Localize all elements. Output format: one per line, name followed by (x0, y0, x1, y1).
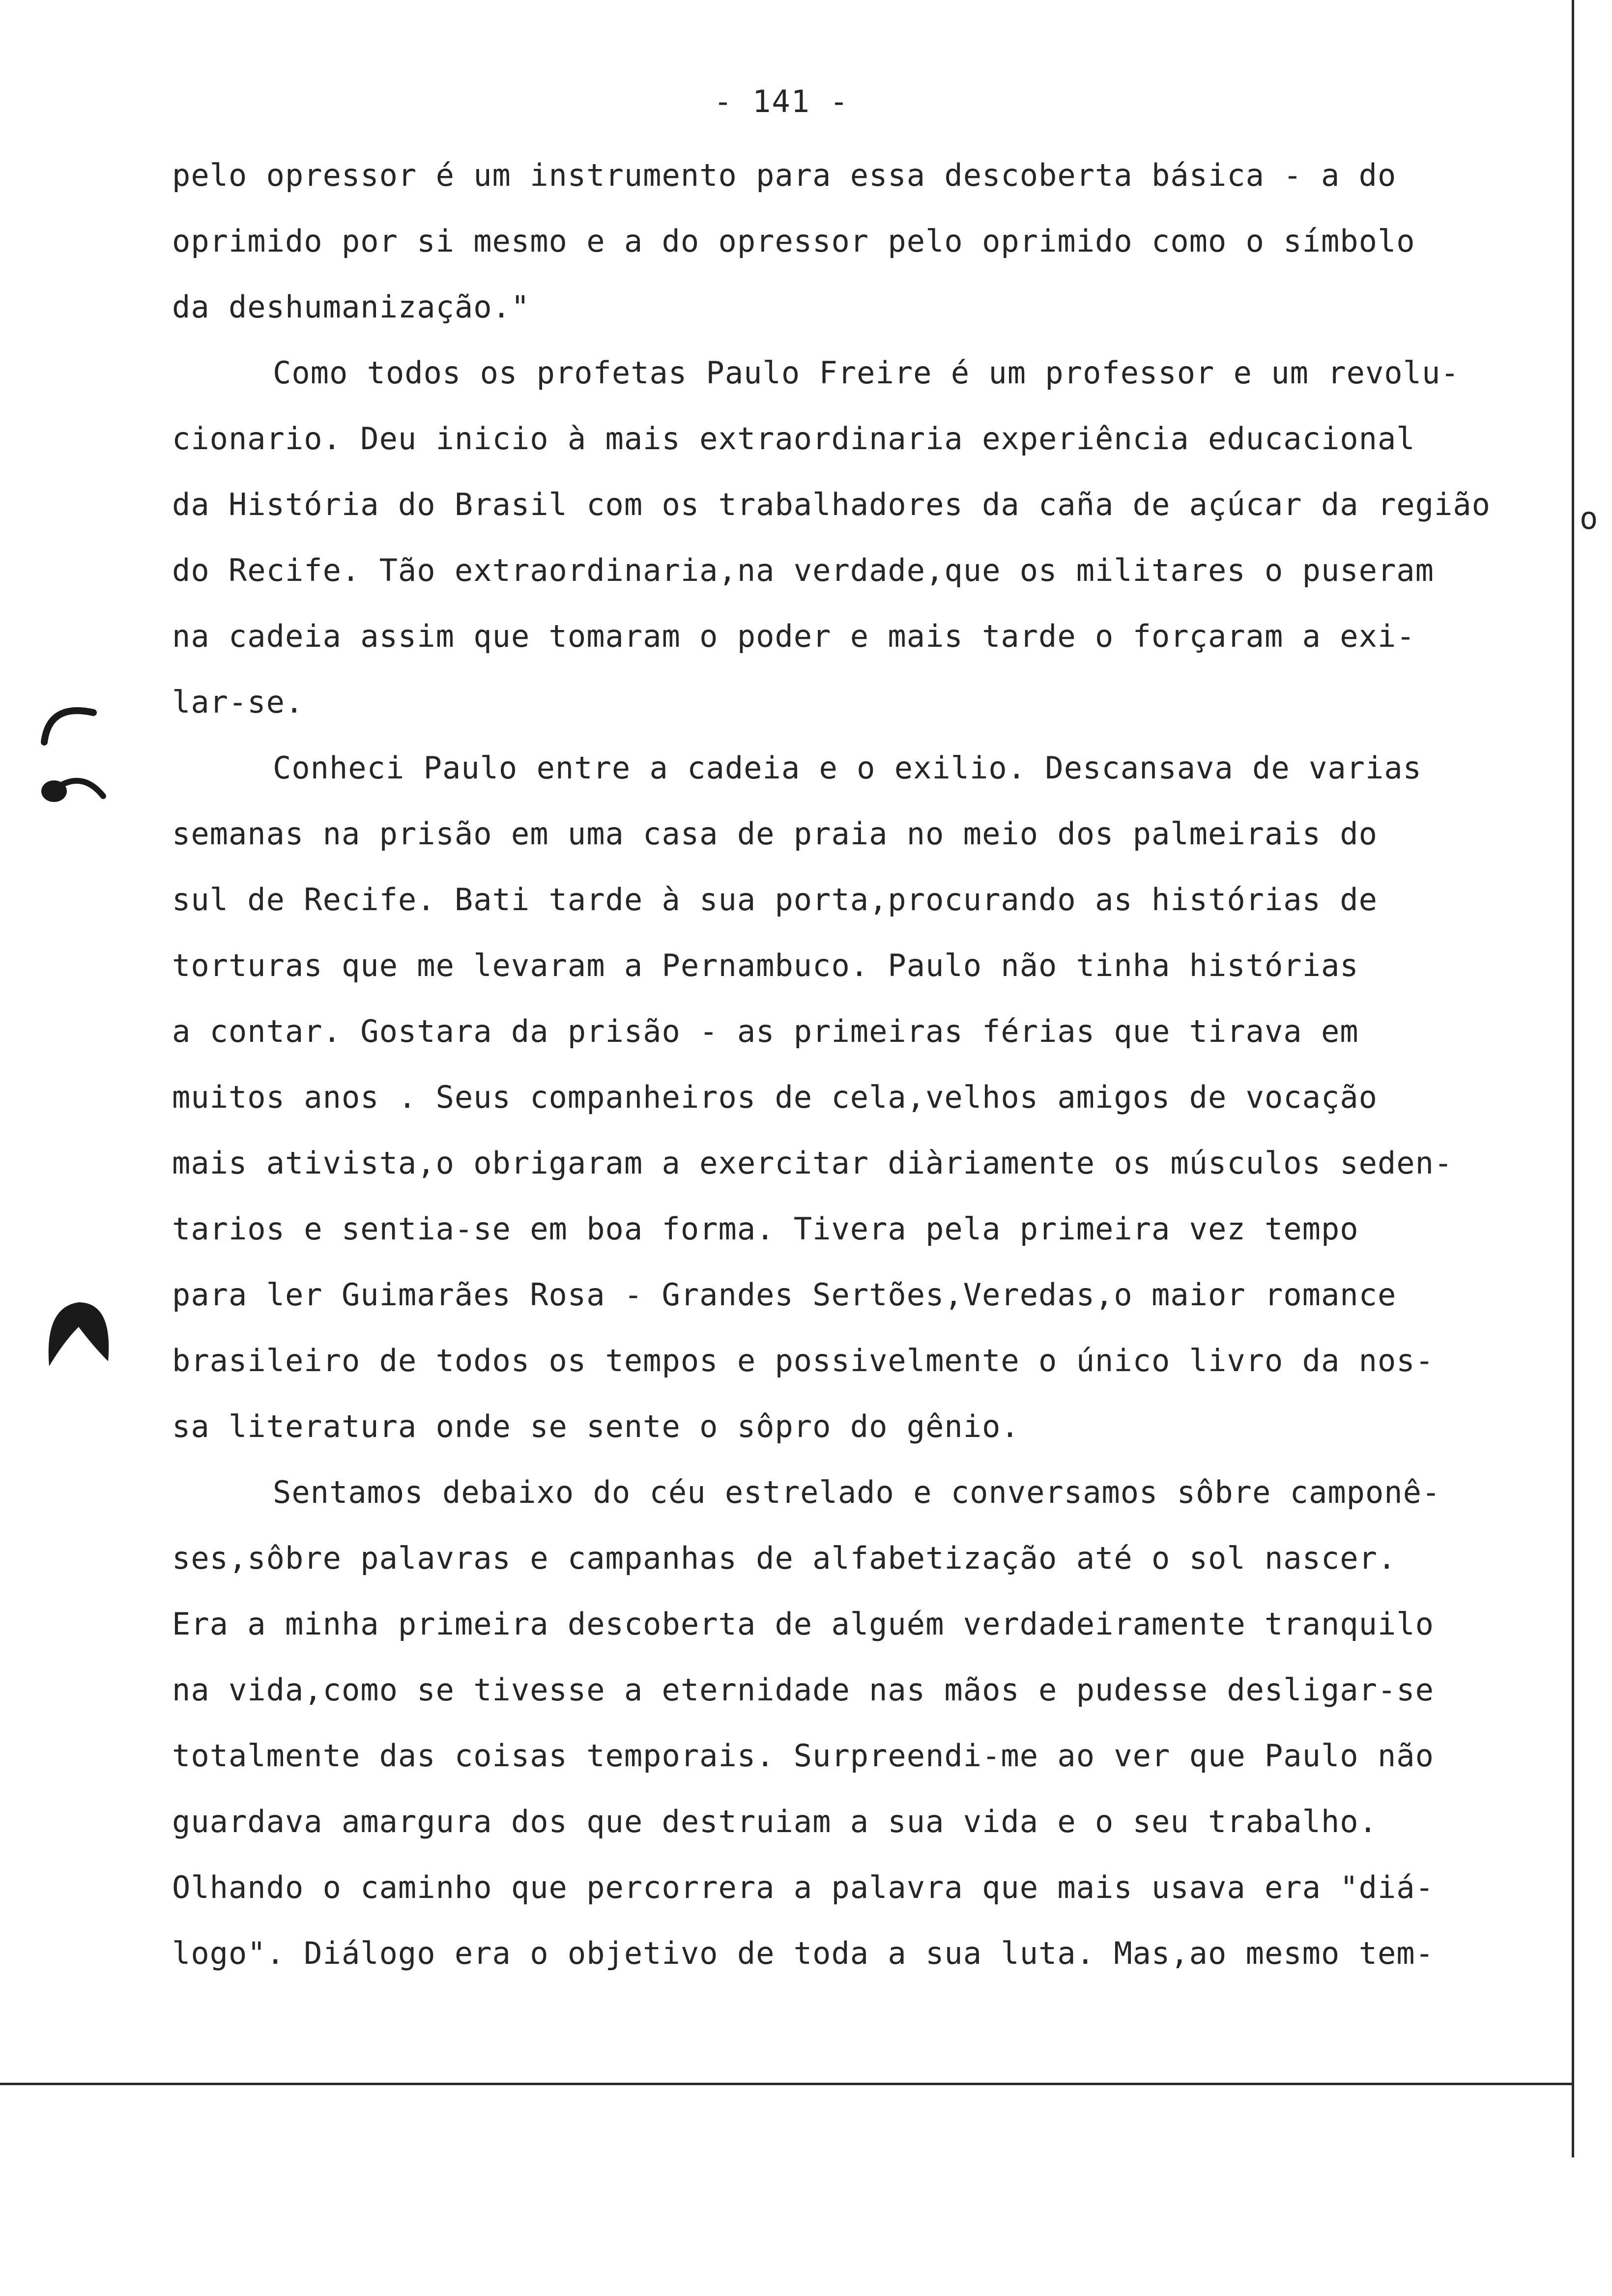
paragraph-start-line: Como todos os profetas Paulo Freire é um professor e um revolu- (273, 355, 1460, 391)
page-number: - 141 - (714, 84, 849, 119)
text-line: do Recife. Tão extraordinaria,na verdade,que os militares o puseram (172, 552, 1434, 588)
text-line: totalmente das coisas temporais. Surpreendi-me ao ver que Paulo não (172, 1738, 1434, 1774)
text-line: guardava amargura dos que destruiam a sua vida e o seu trabalho. (172, 1804, 1378, 1839)
cut-off-letter: o (1580, 500, 1598, 536)
text-line: da História do Brasil com os trabalhadores da caña de açúcar da região (172, 487, 1491, 522)
text-line: semanas na prisão em uma casa de praia no meio dos palmeirais do (172, 816, 1378, 852)
text-line: brasileiro de todos os tempos e possivelmente o único livro da nos- (172, 1343, 1434, 1378)
text-line: muitos anos . Seus companheiros de cela,velhos amigos de vocação (172, 1079, 1378, 1115)
text-line: na cadeia assim que tomaram o poder e mais tarde o forçaram a exi- (172, 618, 1415, 654)
text-line: oprimido por si mesmo e a do opressor pelo oprimido como o símbolo (172, 223, 1415, 259)
text-line: pelo opressor é um instrumento para essa descoberta básica - a do (172, 157, 1397, 193)
text-line: tarios e sentia-se em boa forma. Tivera pela primeira vez tempo (172, 1211, 1359, 1247)
bottom-margin-rule (0, 2083, 1573, 2085)
text-line: na vida,como se tivesse a eternidade nas mãos e pudesse desligar-se (172, 1672, 1434, 1708)
text-line: mais ativista,o obrigaram a exercitar diàriamente os músculos seden- (172, 1145, 1453, 1181)
paragraph-start-line: Sentamos debaixo do céu estrelado e conversamos sôbre camponê- (273, 1474, 1441, 1510)
text-line: ses,sôbre palavras e campanhas de alfabetização até o sol nascer. (172, 1540, 1397, 1576)
text-line: a contar. Gostara da prisão - as primeiras férias que tirava em (172, 1013, 1359, 1049)
text-line: cionario. Deu inicio à mais extraordinaria experiência educacional (172, 421, 1415, 457)
text-line: para ler Guimarães Rosa - Grandes Sertões,Veredas,o maior romance (172, 1277, 1397, 1313)
hole-punch-mark-icon (29, 1288, 113, 1386)
text-line: logo". Diálogo era o objetivo de toda a sua luta. Mas,ao mesmo tem- (172, 1935, 1434, 1971)
text-line: Era a minha primeira descoberta de alguém verdadeiramente tranquilo (172, 1606, 1434, 1642)
paragraph-start-line: Conheci Paulo entre a cadeia e o exilio. Descansava de varias (273, 750, 1422, 786)
text-line: da deshumanização." (172, 289, 530, 325)
right-margin-rule (1572, 0, 1574, 2157)
text-line: torturas que me levaram a Pernambuco. Paulo não tinha histórias (172, 947, 1359, 983)
text-line: Olhando o caminho que percorrera a palavra que mais usava era "diá- (172, 1869, 1434, 1905)
body-text (172, 143, 1563, 1986)
hole-punch-mark-icon (29, 698, 113, 747)
text-line: sa literatura onde se sente o sôpro do gênio. (172, 1408, 1020, 1444)
hole-punch-mark-icon (29, 767, 113, 811)
text-line: sul de Recife. Bati tarde à sua porta,procurando as histórias de (172, 882, 1378, 918)
text-line: lar-se. (172, 684, 304, 720)
